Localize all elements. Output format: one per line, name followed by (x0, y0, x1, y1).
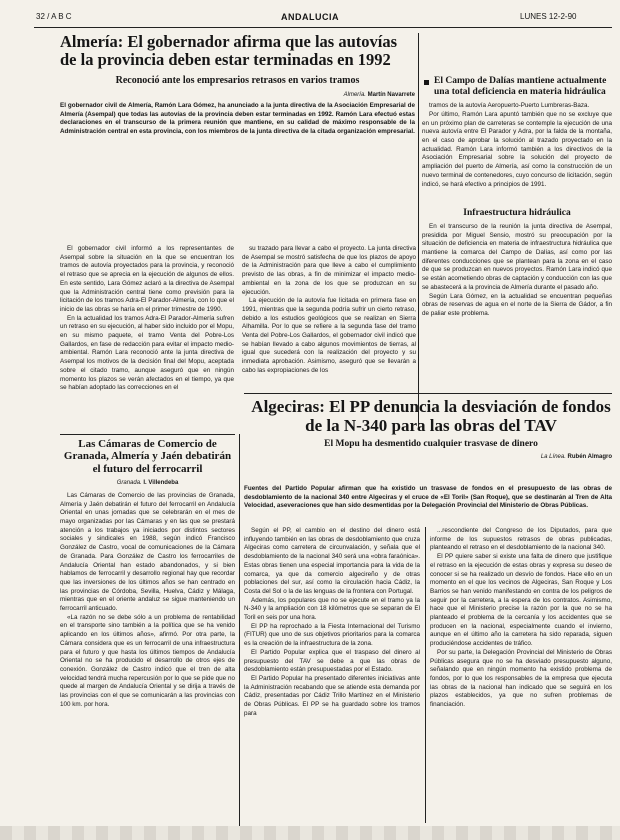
page-number: 32 / A B C (36, 12, 72, 21)
paragraph: La ejecución de la autovía fue licitada en primera fase en 1991, mientras que la segunda podría sufrir un cierto retraso, debido a los estudios geológicos que se realizan en Sierra Alhamilla. Por lo que se refiere a la segunda fase del tramo Venta del Pobre-Los Gallardos, el gobernador civil indicó que se habían llevado a cabo algunos movimientos de tierras, al igual que sucederá con la realización del proyecto y su inmediata aprobación. Asimismo, aseguró que se llevarán a cabo las expropiaciones de los (242, 297, 416, 374)
paragraph: En el transcurso de la reunión la junta directiva de Asempal, presidida por Miguel Sensio, mostró su preocupación por la situación de deficiencia en materia de infraestructura hidráulica que mantiene la comarca del Campo de Dalías, así como por las diferentes conducciones que se plantean para la zona en el caso de que se produzcan en nuevos proyectos. Ramón Lara indicó que se están acometiendo obras de captación y conducción con las que se abastecerá a la provincia de Almería durante el pasado año. (422, 222, 612, 291)
column-divider (425, 527, 426, 823)
bullet-icon (424, 80, 429, 85)
algeciras-column-1 (244, 527, 420, 825)
paragraph: Por último, Ramón Lara apuntó también que no se excluye que en un próximo plan de carreteras se contemple la ejecución de una nueva autovía entre El Parador y Adra, por la falda de la montaña, en el caso de aprobar la solución al trazado proyectado en la actualidad. Ramón Lara informó también a los directivos de la Asociación Empresarial sobre la solución del proyecto de ampliación del puerto de Almería, así como la construcción de un nuevo terminal de contenedores, cuyo concurso de licitación, según indicó, se hará efectivo a principios de 1991. (422, 110, 612, 188)
section-title: ANDALUCIA (281, 12, 339, 22)
byline-author: Rubén Almagro (567, 454, 612, 461)
algeciras-subheadline: El Mopu ha desmentido cualquier trasvase de dinero (324, 439, 538, 450)
paragraph: su trazado para llevar a cabo el proyecto. La junta directiva de Asempal se mostró satisfecha de que los plazos de apoyo de la Administración para que lleve a cabo el cumplimiento previsto de las obras, a fin de minimizar el impacto medio-ambiental en la zona de los que se produzcan en su ejecución. (242, 245, 416, 296)
byline-place: La Línea. (540, 454, 566, 461)
paragraph: ...rescondiente del Congreso de los Diputados, para que informe de los supuestos retrasos de obras publicadas, planteando el retraso en el desdoblamiento de la nacional 340. (430, 527, 612, 552)
dalias-headline-block (422, 76, 612, 97)
camaras-article (60, 438, 235, 810)
algeciras-byline (250, 454, 612, 460)
paragraph: El Partido Popular explica que el traspaso del dinero al presupuesto del TAV se debe a que las obras de desdoblamiento están presupuestadas por el Estado. (244, 648, 420, 674)
byline-author: Martín Navarrete (367, 91, 415, 98)
almeria-column-2 (242, 245, 416, 415)
almeria-byline (60, 92, 415, 98)
dalias-article (422, 76, 612, 335)
column-divider (239, 434, 240, 826)
section-rule (60, 434, 235, 435)
algeciras-article (250, 397, 612, 460)
almeria-subheadline: Reconoció ante los empresarios retrasos en varios tramos (115, 74, 360, 86)
paragraph: Según el PP, el cambio en el destino del dinero está influyendo también en las obras de desdoblamiento que cruza Algeciras como carretera de circunvalación, y señala que el desdoblamiento de la nacional 340 será una «obra faraónica». Estas obras tienen una especial importancia para la vida de la comarca, ya que da comercio algecireño y de otras poblaciones del sur, así como la circulación hacia Cádiz, la Costa del Sol o la de las lenguas de la frontera con Portugal. (244, 527, 420, 595)
paragraph: El Partido Popular ha presentado diferentes iniciativas ante la Administración recabando que se atiende esta demanda por Cádiz, presentadas por Cádiz Trillo Martínez en el Ministerio de Obras Públicas. El PP se ha guardado sobre los tramos para (244, 674, 420, 717)
paragraph: El PP ha reprochado a la Fiesta Internacional del Turismo (FITUR) que uno de sus objetivos prioritarios para la comarca es la creación de la infraestructura de la zona. (244, 622, 420, 648)
byline-place: Granada. (116, 479, 142, 486)
algeciras-headline: Algeciras: El PP denuncia la desviación de fondos de la N-340 para las obras del TAV (251, 397, 611, 436)
paragraph: Según Lara Gómez, en la actualidad se encuentran pequeñas obras de reservas de agua en el norte de la Sierra de Gádor, a fin de paliar este problema. (422, 292, 612, 317)
dalias-headline: El Campo de Dalías mantiene actualmente una total deficiencia en materia hidráulica (434, 76, 607, 97)
paragraph: El gobernador civil informó a los representantes de Asempal sobre la situación en la que se encuentran los tramos de autovía proyectados para la provincia, y reconoció el retraso que se aprecia en la ejecución de algunos de ellos. En este sentido, Lara Gómez aclaró a la directiva de Asempal que la Administración central tiene como previsión para la licitación de los tramos Adra-El Parador-Almería, con lo que el inicio de las obras se haría en el primer trimestre de 1990. (60, 245, 234, 313)
almeria-headline: Almería: El gobernador afirma que las autovías de la provincia deben estar terminadas en 1992 (60, 32, 398, 70)
camaras-byline (60, 480, 235, 486)
page-date: LUNES 12-2-90 (520, 12, 577, 21)
scan-edge (0, 826, 620, 840)
paragraph: Las Cámaras de Comercio de las provincias de Granada, Almería y Jaén debatirán el futuro del ferrocarril en Andalucía Oriental en unas jornadas que se celebrarán en el mes de mayo organizadas por las Cámaras y en las que se prestará atención a los trabajos ya iniciados por distintos sectores sociales y sindicales en 1988, según indicó Francisco González de Castro, vocal de comunicaciones de la Cámara de Granada. Para González de Castro los ferrocarriles de Andalucía Oriental han estado abandonados, y si bien hablamos de ferrocarril y desarrollo regional hay que recordar que las inversiones de los últimos años se han centrado en las provincias de Córdoba, Sevilla, Huelva, Cádiz y Málaga, mientras que en el oriente andaluz se sigue manteniendo un ferrocarril anticuado. (60, 491, 235, 613)
almeria-article (60, 33, 415, 137)
byline-place: Almería. (343, 91, 366, 98)
almeria-lead: El gobernador civil de Almería, Ramón Lara Gómez, ha anunciado a la junta directiva de la Asociación Empresarial de Almería (Asempal) que todas las autovías de la provincia deben estar terminadas en 1992. Ramón Lara efectuó estas declaraciones en el transcurso de la primera reunión que mantiene, en su calidad de máximo responsable de la Administración central en esta provincia, con los miembros de la junta directiva de la citada organización empresarial. (60, 101, 415, 136)
camaras-headline: Las Cámaras de Comercio de Granada, Almería y Jaén debatirán el futuro del ferrocarril (63, 438, 232, 475)
column-divider (418, 33, 419, 428)
paragraph: Además, los populares que no se ejecute en el tramo ya la N-340 y la ampliación con 18 kilómetros que se separan de El Toril en seis por una hora. (244, 596, 420, 622)
dalias-body (422, 102, 612, 202)
paragraph: «La razón no se debe sólo a un problema de rentabilidad en el transporte sino también a la política que se ha venido aplicando en los últimos años», afirmó. Por otra parte, la Cámara considera que es un ferrocarril de una infraestructura para el futuro y que hasta los últimos tiempos de Andalucía Oriental no se ha producido el desarrollo de otros ejes de conexión. González de Castro indicó que el tren de alta velocidad tendrá mucha repercusión por lo que se pide que no quede al margen de Andalucía Oriental y se dirija a través de las provincias con el que se comunicarán a las provincias con 100 km. por hora. (60, 613, 235, 708)
header-rule (34, 27, 612, 28)
algeciras-column-2 (430, 527, 612, 825)
byline-author: I. Villendeba (143, 479, 179, 486)
paragraph: Por su parte, la Delegación Provincial del Ministerio de Obras Públicas asegura que no se ha desviado presupuesto alguno, señalando que en ningún momento ha existido problema de fondos, por lo que los responsables de la empresa que ejecuta las obras de la nacional han indicado que se seguirá en los plazos establecidos, ya que no sufren problemas de financiación. (430, 648, 612, 709)
dalias-subhead: Infraestructura hidráulica (463, 208, 571, 219)
algeciras-lead: Fuentes del Partido Popular afirman que ha existido un trasvase de fondos en el presupuesto de las obras de desdoblamiento de la nacional 340 entre Algeciras y el cruce de «El Toril» (San Roque), que se destinarán al Tren de Alta Velocidad, aseveraciones que han sido desmentidas por la Delegación Provincial del Ministerio de Obras Públicas. (244, 485, 612, 510)
section-rule (244, 393, 612, 394)
paragraph: tramos de la autovía Aeropuerto-Puerto Lumbreras-Baza. (429, 102, 590, 110)
paragraph: En la actualidad los tramos Adra-El Parador-Almería sufren un retraso en su ejecución, al haber sido incluido por el Mopu, en su mismo paquete, el tramo Venta del Pobre-Los Gallardos, en fase de redacción para evitar el impacto medio-ambiental. Ramón Lara reconoció ante la junta directiva de Asempal los motivos de la decisión final del Mopu, aceptada sobre el citado tramo, aunque aseguró que en ningún momento los plazos se verán afectados en el tiempo, ya que se habían adoptado las correcciones en el (60, 314, 234, 392)
almeria-column-1 (60, 245, 234, 431)
paragraph: El PP quiere saber si existe una falta de dinero que justifique el retraso en la ejecución de estas obras y expresa su deseo de conocer si se ha realizado un desvío de fondos. Hace ello en un momento en el que los vecinos de Algeciras, San Roque y Los Barrios se han venido manifestando en contra de los peligros de seguir por la carretera, a la espera de los contratos. Asimismo, hace que el Ministerio precise la razón por la que no se ha planteado el problema de la cercanía y los accidentes que se producen en la nacional, especialmente cuando el invierno, aunque en el último año la carretera ha sido reparada, siguen produciéndose accidentes de tráfico. (430, 553, 612, 648)
camaras-body (60, 492, 235, 810)
dalias-body-2 (422, 223, 612, 335)
